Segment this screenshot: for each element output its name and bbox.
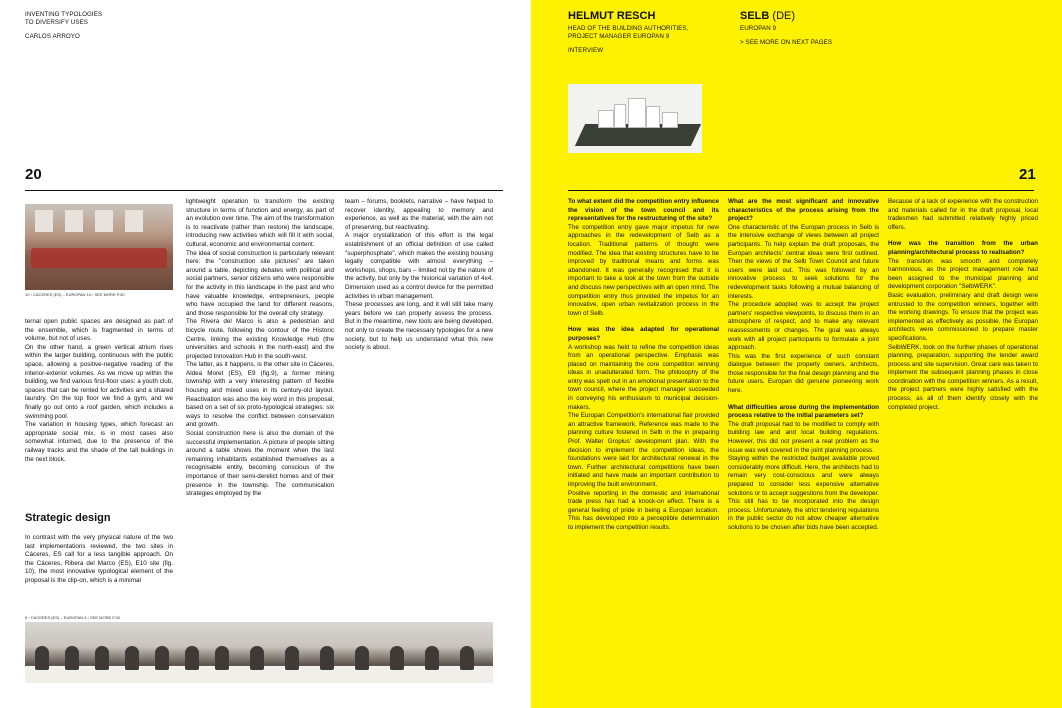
site-name: SELB [740, 10, 770, 22]
person-silhouette [215, 646, 229, 670]
site-country: (DE) [772, 10, 796, 22]
interview-question: How was the idea adapted for operational purposes? [568, 326, 719, 342]
meeting-photo-2 [25, 622, 493, 683]
interview-question: What difficulties arose during the implementation process relative to the initial parameters set? [728, 403, 879, 420]
person-silhouette [390, 646, 404, 670]
model-photo [568, 84, 702, 153]
meeting-photo-1 [25, 204, 173, 290]
person-silhouette [285, 646, 299, 670]
photo1-caption: 10 › CÁCERES (ES) – EUROPAN 10 › SEE MORE P.30 [25, 292, 125, 297]
paragraph: lightweight operation to transform the existing structure in terms of function and energy, as part of an evolution over time. The aim of the transformation is to reactivate (rather than restore) the landscape, introducing new activities which will fill it with social, cultural, economic and environmental content. [186, 198, 334, 248]
person-silhouette [155, 646, 169, 670]
site-session: EUROPAN 9 [740, 25, 777, 32]
left-page-number: 20 [25, 166, 42, 183]
person-silhouette [185, 646, 199, 670]
left-header-line2: TO DIVERSIFY USES [25, 19, 89, 26]
left-column-1b [25, 534, 173, 600]
interviewee-role-1: HEAD OF THE BUILDING AUTHORITIES, [568, 25, 689, 32]
right-column-1 [568, 198, 719, 658]
paragraph: Social construction here is also the domain of the successful implementation. A picture of people sitting around a table shows the moment when the last remaining inhabitants established themselves as a recognisable entity, becoming conscious of the importance of their semi-derelict homes and of their presence in the township. The communication strategies employed by the [186, 430, 334, 498]
see-more-link[interactable]: > SEE MORE ON NEXT PAGES [740, 39, 833, 46]
right-column-2 [728, 198, 879, 658]
person-silhouette [460, 646, 474, 670]
person-silhouette [250, 646, 264, 670]
interviewee-roles [568, 25, 688, 55]
interviewee-name: HELMUT RESCH [568, 10, 656, 22]
interview-question: How was the transition from the urban planning/architectural process to realisation? [888, 240, 1038, 256]
interview-question: What are the most significant and innovative characteristics of the process arising from the project? [728, 198, 879, 223]
paragraph: The Rivera del Marco is also a pedestrian and bicycle route, following the contour of the Historic Centre, linking the existing Knowledge Hub (the universities and schools in the north-east) and the projected Innovation Hub in the south-west. [186, 318, 334, 360]
strategic-design-heading: Strategic design [25, 512, 111, 524]
interview-question: To what extent did the competition entry influence the vision of the town council and its representatives for the restructuring of the site? [568, 198, 719, 223]
paragraph: A major crystallization of this effort is the legal establishment of an official definition of use called "superphosphate", which makes the existing housing legally compatible with almost everything – workshops, shops, bars – limited not by the nature of the activity, but only by the historical variation of 4x4. Dimension used as a control device for the permitted activities in urban management. [345, 232, 493, 300]
paragraph: The variation in housing types, which forecast an appropriate social mix, is in most cases also somewhat inturned, due to the presence of the railway tracks and the shade of the tall buildings in the next block. [25, 421, 173, 463]
interview-answer: Basic evaluation, preliminary and draft design were entrusted to the competition winners, together with the working drawings. To ensure that the project was implemented as effectively as possible, the Europan architects were commissioned to prepare master specifications. [888, 291, 1038, 342]
interview-answer: One characteristic of the Europan process in Selb is the intensive exchange of views between all project participants. To help explain the draft proposals, the Europan architects' central ideas were first outlined. Then the views of the Selb Town Council and future users were laid out. This was followed by an innovative process to seek solutions for the redevelopment tasks following a mutual balancing of interests. [728, 223, 879, 300]
person-silhouette [320, 646, 334, 670]
right-page [531, 0, 1062, 708]
interview-answer: This was the first experience of such constant dialogue between the property owners, architects, those responsible for the final design planning and the future users. Europan did genuine pioneering work here. [728, 352, 879, 395]
interview-label: INTERVIEW [568, 47, 604, 54]
paragraph: On the other hand, a green vertical atrium rises within the larger building, continuous with the public space, allowing a positive-negative reading of the interior-exterior volumes. As we move up within the building, we find various first-floor uses: a youth club, spaces that can be rented for activities and a shared laundry. On the top floor we find a gym, and we finally go out onto a roof garden, which includes a swimming pool. [25, 343, 173, 420]
interview-answer: The procedure adopted was to accept the project partners' respective viewpoints, to discuss them in an atmosphere of respect, and to make any relevant reassessments or changes. The goal was always work with all project participants to formulate a joint approach. [728, 301, 879, 352]
interview-answer: SelbWERK, took on the further phases of operational planning, preparation, supporting the tender award process and site supervision. Great care was taken to implement the subsequent planning phases in close coordination with the competition winners. As a result, the project partners were highly satisfied with the process, as all of them identify closely with the completed project. [888, 343, 1038, 411]
photo2-caption: 9 › CÁCERES (ES) – EUROPAN 9 › SEE MORE P.30 [25, 615, 120, 620]
paragraph: In contrast with the very physical nature of the two last implementations reviewed, the two sites in Cáceres, ES call for a less tangible approach. On the Cáceres, Ribera del Marco (ES), E10 site (fig. 10), the most innovative typological element of the proposal is the clip-on, which is a minimal [25, 534, 173, 584]
person-silhouette [95, 646, 109, 670]
interview-answer: Because of a lack of experience with the construction and materials called for in the draft proposal, local tradesmen had submitted relatively highly priced offers. [888, 198, 1038, 231]
person-silhouette [125, 646, 139, 670]
right-page-rule [568, 190, 1034, 191]
person-silhouette [425, 646, 439, 670]
left-column-1 [25, 318, 173, 500]
left-header [25, 11, 102, 41]
paragraph: The idea of social construction is particularly relevant here: the "construction site pictures" are taken around a table, depicting debates with political and social partners, senior citizens who were responsible for the activity in this landscape in the past and who have valuable knowledge, entrepreneurs, people who have occupied the land for different reasons, and those responsible for the overall city strategy. [186, 249, 334, 317]
left-column-3 [345, 198, 493, 410]
person-silhouette [35, 646, 49, 670]
interview-answer: The Europan Competition's international flair provided an attractive framework. Reference was made to the planning culture fostered in Selb in the in preparing Prof. Walter Gropius' development plan. With the decision to implement the competition ideas, the foundations were laid for architectural renewal in the town. Further architectural competitions have been initiated and have made an important contribution to improving the built environment. [568, 412, 719, 488]
interview-answer: The draft proposal had to be modified to comply with building law and and local building regulations. However, this did not present a real problem as the issue was well covered in the joint planning process. [728, 420, 879, 454]
right-column-3 [888, 198, 1038, 498]
left-header-line1: INVENTING TYPOLOGIES [25, 11, 103, 18]
interview-answer: The transition was smooth and completely harmonious, as the project management role had been assigned to the municipal planning and development corporation "SelbWERK". [888, 257, 1038, 291]
paragraph: ternal open public spaces are designed as part of the ensemble, which is fragmented in terms of volume, but not of uses. [25, 318, 173, 343]
interview-answer: Staying within the restricted budget available proved considerably more difficult. Here, the architects had to remain very cost-conscious and were always prepared to consider less expensive alternative solutions or to accept suggestions from the developer. This still has to be incorporated into the design process. Unfortunately, the strict tendering regulations in the public sector do not allow cheaper alternative solutions to be chosen after bids have been accepted. [728, 455, 879, 531]
site-info [740, 25, 832, 47]
interviewee-role-2: PROJECT MANAGER EUROPAN 9 [568, 33, 670, 40]
interview-answer: A workshop was held to refine the competition ideas from an operational perspective. Emphasis was placed on maintaining the core competition winning ideas in unadulterated form. The philosophy of the entry was spelt out in an emotional presentation to the town council, where the project manager succeeded in conveying his enthusiasm to municipal decision-makers. [568, 343, 719, 411]
right-page-number: 21 [1019, 166, 1036, 183]
person-silhouette [355, 646, 369, 670]
interview-answer: Positive reporting in the domestic and international trade press has had a knock-on effect. There is a general feeling of pride in being a Europan location. This has developed into a perceptible determination to implement the competition results. [568, 489, 719, 531]
person-silhouette [65, 646, 79, 670]
left-column-2 [186, 198, 334, 600]
left-page-rule [25, 190, 503, 191]
interview-answer: The competition entry gave major impetus for new approaches in the redevelopment of Selb as a location. Traditional patterns of thought were modified. The idea that existing structures have to be improved by traditional means and forms was abandoned. It was generally recognised that it is important to take a look at the town from the outside and discuss new perspectives with an open mind. The competition entry thus provided the impetus for an innovative, open urban revitalization process in the town of Selb. [568, 223, 719, 317]
left-author: CARLOS ARROYO [25, 33, 80, 40]
paragraph: team – forums, booklets, narrative – have helped to recover identity, appealing to memory and experience, as well as the material, with the aim not of preserving, but reactivating. [345, 198, 493, 231]
paragraph: These processes are long, and it will still take many years before we can properly assess the process. But in the meantime, new tools are being developed, not only to create the necessary typologies for a new society, but to help us understand what this new society is about. [345, 301, 493, 352]
paragraph: The latter, as it happens, is the other site in Cáceres, Aldea Moret (ES), E9 (fig.9), a former mining township with a very interesting pattern of flexible housing and mixed uses in its century-old layout. Reactivation was also the key word in this proposal, based on a set of six proto-typological strategies: six ways to resolve the conflict between conservation and growth. [186, 361, 334, 429]
site-title [740, 10, 795, 22]
